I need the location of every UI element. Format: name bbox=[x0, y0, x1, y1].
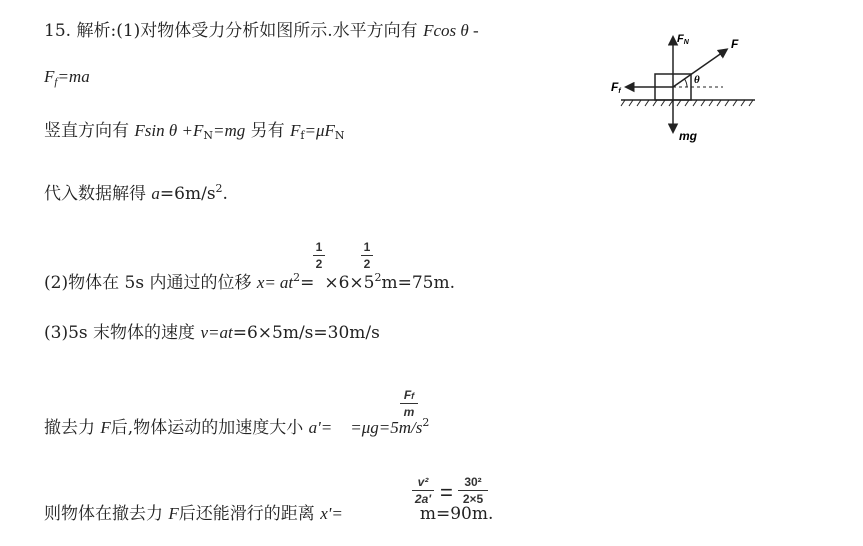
at-term: at bbox=[279, 273, 294, 292]
period: . bbox=[222, 184, 228, 204]
vertical-eq-part2: =mg bbox=[212, 121, 246, 140]
slide-result: m=90m. bbox=[419, 504, 494, 524]
equation-horizontal-a: Fcos θ - bbox=[423, 21, 479, 40]
half-den-1: 2 bbox=[315, 257, 323, 271]
velocity-eq: v=at bbox=[200, 323, 233, 342]
substitute-text: 代入数据解得 bbox=[44, 184, 146, 204]
half-num-2: 1 bbox=[363, 240, 371, 254]
f2-num: 30² bbox=[464, 475, 482, 489]
half-den-2: 2 bbox=[363, 257, 371, 271]
slide-var: x'= bbox=[320, 504, 343, 523]
problem-number: 15. bbox=[44, 21, 72, 41]
part1-text: 对物体受力分析如图所示.水平方向有 bbox=[140, 21, 418, 41]
velocity-result: =6×5m/s=30m/s bbox=[232, 323, 380, 343]
equation-horizontal-b: =ma bbox=[57, 67, 90, 86]
normal-subscript: N bbox=[203, 129, 213, 142]
ff-num: F bbox=[403, 388, 412, 402]
decel-var: a'= bbox=[308, 418, 333, 437]
solution-line-4 bbox=[44, 178, 228, 205]
decel-exponent: 2 bbox=[422, 416, 430, 429]
accel-value: =6m/s bbox=[159, 184, 216, 204]
part3-text: 5s 末物体的速度 bbox=[68, 323, 196, 343]
ground-hatch bbox=[621, 100, 753, 106]
big-equals: = bbox=[440, 480, 453, 505]
accel-exponent: 2 bbox=[215, 182, 223, 195]
force-diagram bbox=[605, 28, 755, 148]
solution-line-6 bbox=[44, 322, 380, 344]
force-symbol: F bbox=[100, 418, 111, 437]
friction-eq-sub2: N bbox=[334, 129, 345, 142]
displacement-result: m=75m. bbox=[381, 273, 456, 293]
theta-arc bbox=[685, 79, 688, 87]
part2-label: (2) bbox=[44, 273, 69, 293]
decel-text: 后,物体运动的加速度大小 bbox=[110, 418, 304, 438]
30-over-10-fraction bbox=[458, 475, 488, 506]
f2-den: 2×5 bbox=[462, 492, 484, 506]
equals: = bbox=[300, 273, 315, 293]
friction-eq-sub: f bbox=[300, 129, 305, 142]
solution-line-1 bbox=[44, 20, 479, 42]
friction-subscript: f bbox=[54, 76, 58, 88]
accel-var: a bbox=[151, 184, 160, 203]
at-exponent: 2 bbox=[293, 271, 301, 284]
substitution: ×6×5 bbox=[324, 273, 375, 293]
part1-label: (1) bbox=[116, 21, 141, 41]
friction-eq-part2: =μF bbox=[304, 121, 335, 140]
vertical-eq-part1: Fsin θ +F bbox=[134, 121, 204, 140]
label-normal-force: FN bbox=[677, 33, 689, 46]
part3-label: (3) bbox=[44, 323, 69, 343]
friction-symbol: F bbox=[44, 67, 55, 86]
v2-over-2a-fraction bbox=[412, 475, 434, 506]
remove-force-text: 撤去力 bbox=[44, 418, 95, 438]
solution-heading: 解析: bbox=[76, 21, 117, 41]
solution-line-5 bbox=[44, 267, 455, 294]
v2-den: 2a' bbox=[414, 492, 432, 506]
friction-eq-part1: F bbox=[290, 121, 301, 140]
half-num-1: 1 bbox=[315, 240, 323, 254]
solution-line-2 bbox=[44, 66, 90, 93]
solution-line-8 bbox=[44, 412, 429, 439]
then-text: 则物体在撤去力 bbox=[44, 504, 163, 524]
decel-result: =μg=5m/s bbox=[350, 418, 423, 437]
displacement-var: x= bbox=[256, 273, 276, 292]
v2-num: v² bbox=[417, 475, 429, 489]
label-theta: θ bbox=[694, 74, 700, 86]
ff-den: m bbox=[403, 405, 415, 419]
slide-text: 后还能滑行的距离 bbox=[178, 504, 315, 524]
time-exponent: 2 bbox=[374, 271, 382, 284]
force-symbol-2: F bbox=[168, 504, 179, 523]
solution-line-9 bbox=[44, 503, 493, 525]
part2-text: 物体在 5s 内通过的位移 bbox=[68, 273, 252, 293]
solution-line-3 bbox=[44, 120, 345, 147]
label-friction: Ff bbox=[611, 80, 621, 95]
label-applied-force: F bbox=[731, 37, 739, 51]
label-gravity: mg bbox=[679, 129, 697, 143]
also-text: 另有 bbox=[250, 121, 285, 141]
ff-num-sub: f bbox=[411, 391, 415, 401]
vertical-intro: 竖直方向有 bbox=[44, 121, 129, 141]
